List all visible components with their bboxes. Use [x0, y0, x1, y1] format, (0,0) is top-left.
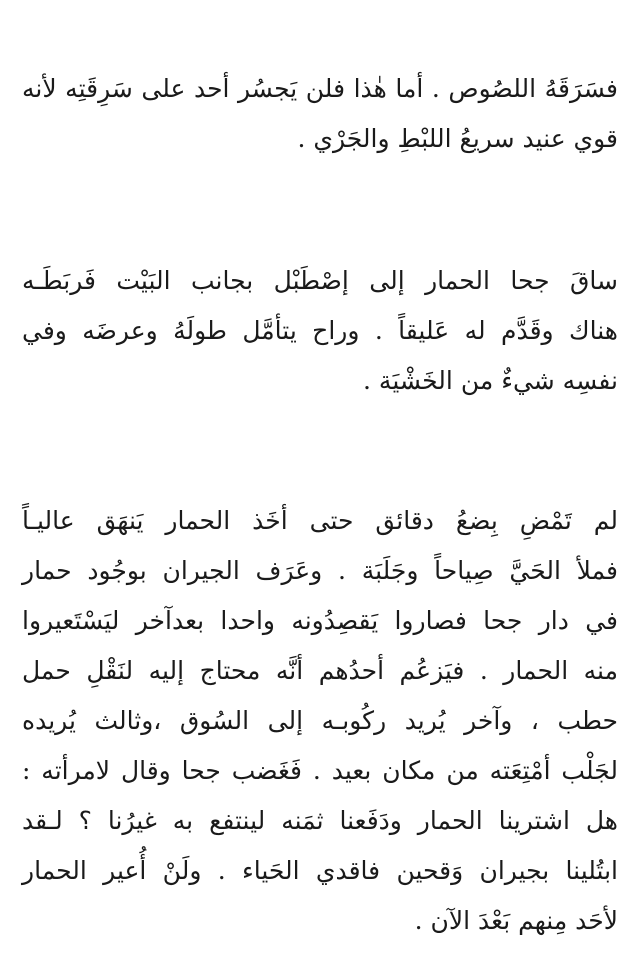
text-line: منه الحمار . فيَزعُم أحدُهم أنَّه محتاج إليه لنَقْلِ حمل [22, 656, 618, 685]
text-line: هل اشترينا الحمار ودَفَعنا ثمَنه لينتفع به غيرُنا ؟ لـقد [22, 806, 618, 835]
text-line: لأحَد مِنهم بَعْدَ الآن . [414, 906, 618, 935]
text-line: ابتُلينا بجيران وَقحين فاقدي الحَياء . ولَنْ أُعير الحمار [22, 856, 618, 885]
text-line: فملأ الحَيَّ صِياحاً وجَلَبَة . وعَرَف الجيران بوجُود حمار [22, 556, 618, 585]
text-line: لم تَمْضِ بِضعُ دقائق حتى أخَذ الحمار يَنهَق عاليـاً [22, 506, 618, 535]
text-line: قوي عنيد سريعُ اللبْطِ والجَرْي . [297, 124, 618, 153]
paragraph-3 [22, 496, 618, 946]
paragraph-1 [22, 64, 618, 164]
text-line: نفسِه شيءٌ من الخَشْيَة . [363, 366, 618, 395]
paragraph-2 [22, 256, 618, 406]
text-line: فسَرَقَهُ اللصُوص . أما هٰذا فلن يَجسُر أحد على سَرِقَتِه لأنه [22, 74, 618, 103]
text-line: لجَلْب أمْتِعَته من مكان بعيد . فَغَضب جحا وقال لامرأته : [22, 756, 618, 785]
text-line: ساقَ جحا الحمار إلى إصْطَبْل بجانب البَيْت فَربَطَـه [22, 266, 618, 295]
text-line: حطب ، وآخر يُريد ركُوبـه إلى السُوق ،وثالث يُريده [22, 706, 618, 735]
text-line: في دار جحا فصاروا يَقصِدُونه واحدا بعدآخر ليَسْتَعيروا [22, 606, 618, 635]
text-line: هناك وقَدَّم له عَليقاً . وراح يتأمَّل طولَهُ وعرضَه وفي [22, 316, 618, 345]
